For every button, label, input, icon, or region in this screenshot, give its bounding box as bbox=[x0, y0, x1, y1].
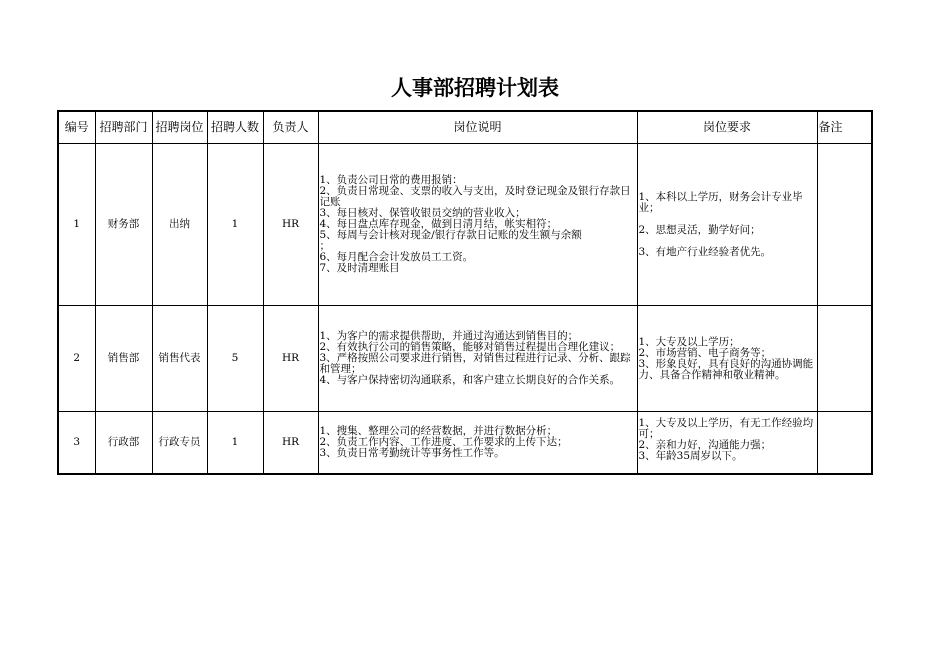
cell-dept: 财务部 bbox=[95, 144, 152, 306]
cell-requirements: 1、本科以上学历，财务会计专业毕业； 2、思想灵活，勤学好问； 3、有地产行业经验者优先。 bbox=[637, 144, 817, 306]
header-requirements: 岗位要求 bbox=[637, 111, 817, 144]
header-dept: 招聘部门 bbox=[95, 111, 152, 144]
cell-requirements: 1、大专及以上学历，有无工作经验均可； 2、亲和力好，沟通能力强； 3、年龄35周岁以下。 bbox=[637, 412, 817, 474]
header-no: 编号 bbox=[58, 111, 95, 144]
cell-description: 1、为客户的需求提供帮助，并通过沟通达到销售目的； 2、有效执行公司的销售策略，能够对销售过程提出合理化建议； 3、严格按照公司要求进行销售，对销售过程进行记录、分析、跟踪和管理； 4、与客户保持密切沟通联系，和客户建立长期良好的合作关系。 bbox=[318, 306, 637, 412]
cell-no: 2 bbox=[58, 306, 95, 412]
cell-dept: 行政部 bbox=[95, 412, 152, 474]
cell-count: 1 bbox=[207, 144, 263, 306]
recruitment-table bbox=[57, 110, 873, 475]
table-row bbox=[58, 306, 872, 412]
cell-owner: HR bbox=[263, 144, 318, 306]
cell-position: 行政专员 bbox=[152, 412, 207, 474]
header-count: 招聘人数 bbox=[207, 111, 263, 144]
header-remark: 备注 bbox=[817, 111, 872, 144]
table-row bbox=[58, 412, 872, 474]
page-title: 人事部招聘计划表 bbox=[391, 76, 559, 100]
cell-no: 3 bbox=[58, 412, 95, 474]
header-position: 招聘岗位 bbox=[152, 111, 207, 144]
cell-remark bbox=[817, 412, 872, 474]
cell-dept: 销售部 bbox=[95, 306, 152, 412]
cell-owner: HR bbox=[263, 412, 318, 474]
cell-position: 出纳 bbox=[152, 144, 207, 306]
cell-count: 5 bbox=[207, 306, 263, 412]
cell-description: 1、搜集、整理公司的经营数据，并进行数据分析； 2、负责工作内容、工作进度、工作要求的上传下达； 3、负责日常考勤统计等事务性工作等。 bbox=[318, 412, 637, 474]
cell-owner: HR bbox=[263, 306, 318, 412]
header-owner: 负责人 bbox=[263, 111, 318, 144]
cell-remark bbox=[817, 144, 872, 306]
cell-position: 销售代表 bbox=[152, 306, 207, 412]
header-description: 岗位说明 bbox=[318, 111, 637, 144]
cell-no: 1 bbox=[58, 144, 95, 306]
table-row bbox=[58, 144, 872, 306]
header-row bbox=[58, 111, 872, 144]
cell-remark bbox=[817, 306, 872, 412]
cell-description: 1、负责公司日常的费用报销： 2、负责日常现金、支票的收入与支出，及时登记现金及银行存款日记账 3、每日核对、保管收银员交纳的营业收入； 4、每日盘点库存现金，做到日清月结，帐实相符； 5、每周与会计核对现金/银行存款日记账的发生额与余额 ； 6、每月配合会计发放员工工资。 7、及时清理账目 bbox=[318, 144, 637, 306]
cell-requirements: 1、大专及以上学历； 2、市场营销、电子商务等； 3、形象良好，具有良好的沟通协调能力、具备合作精神和敬业精神。 bbox=[637, 306, 817, 412]
cell-count: 1 bbox=[207, 412, 263, 474]
